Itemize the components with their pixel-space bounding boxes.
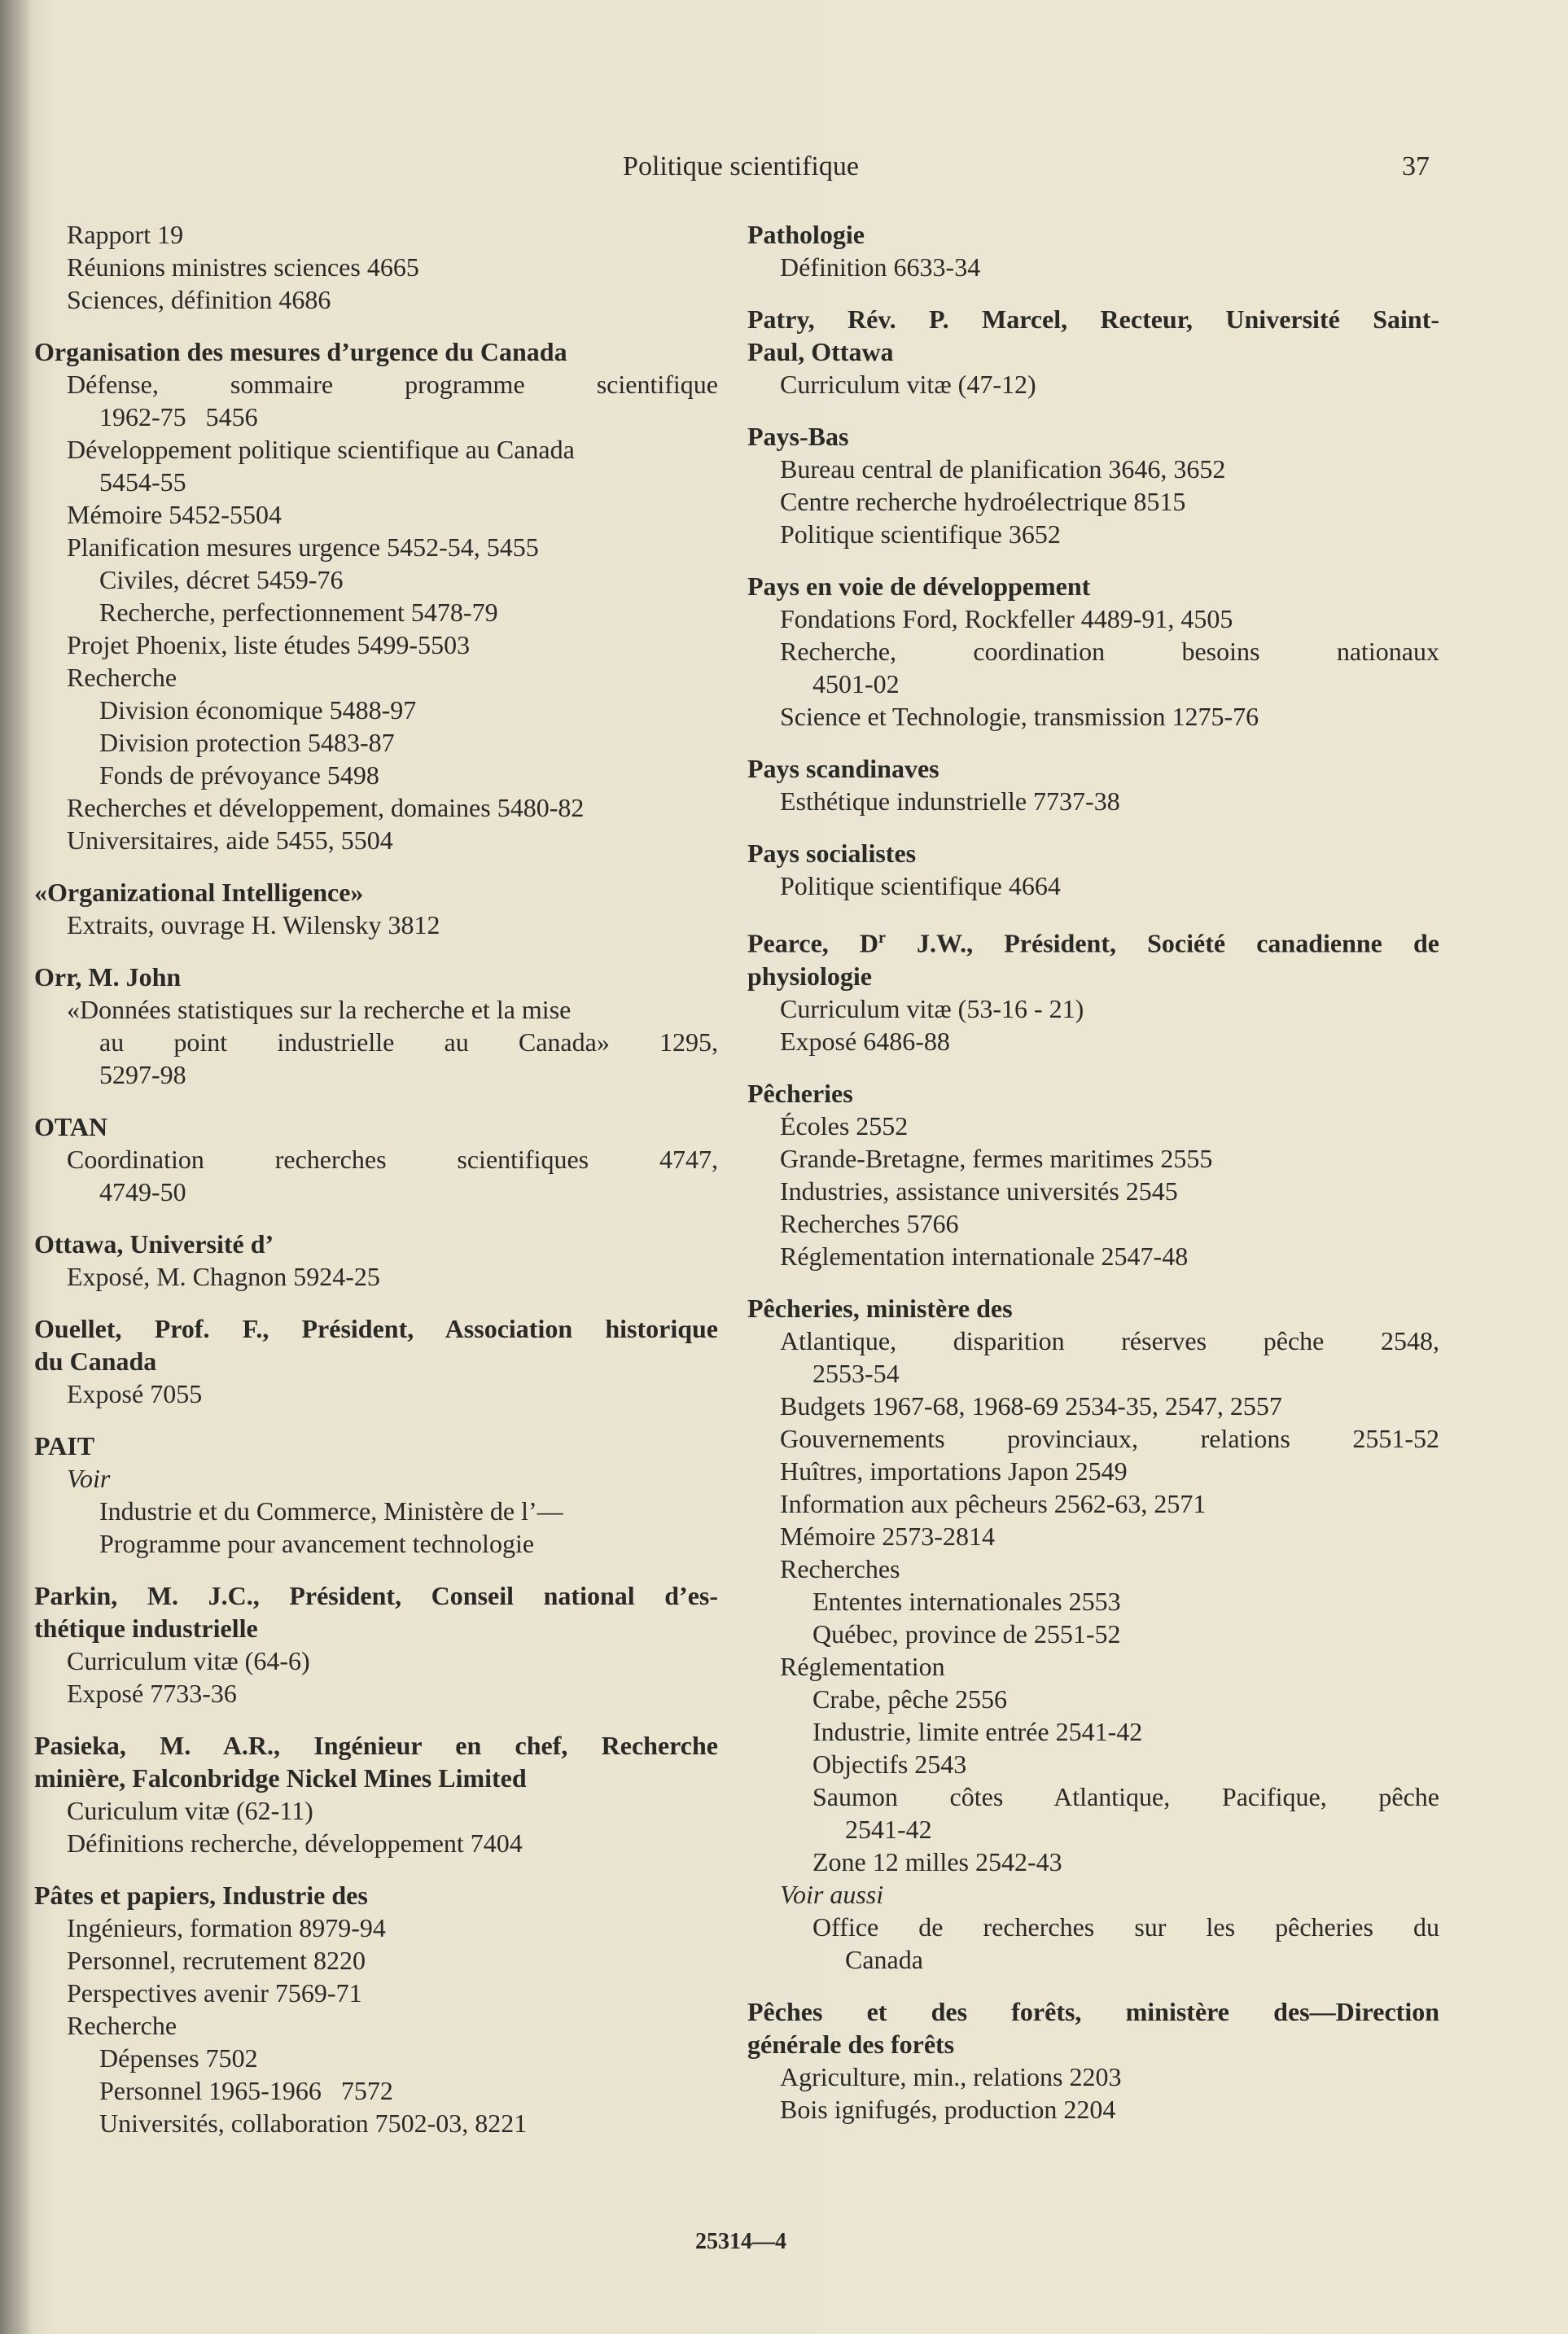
index-line: Recherches — [780, 1553, 900, 1583]
index-line: Gouvernements provinciaux, relations 2551-52 — [780, 1423, 1439, 1453]
entry-heading: Ouellet, Prof. F., Président, Association historique — [34, 1314, 718, 1343]
heading-part: J.W., Président, Société canadienne de — [885, 928, 1440, 958]
index-entry-pays-bas — [747, 420, 1439, 550]
index-line: 5454-55 — [99, 467, 186, 497]
index-line: Perspectives avenir 7569-71 — [67, 1978, 362, 2008]
index-line: Ententes internationales 2553 — [812, 1586, 1121, 1616]
index-entry-ottawa — [34, 1228, 718, 1293]
index-line: Recherches 5766 — [780, 1208, 959, 1238]
entry-heading: Pathologie — [747, 220, 865, 249]
index-line: Universitaires, aide 5455, 5504 — [67, 825, 393, 855]
entry-heading: «Organizational Intelligence» — [34, 878, 364, 907]
index-entry-pecheries — [747, 1077, 1439, 1272]
index-line: Information aux pêcheurs 2562-63, 2571 — [780, 1488, 1207, 1518]
index-line: Grande-Bretagne, fermes maritimes 2555 — [780, 1143, 1213, 1173]
entry-heading: du Canada — [34, 1347, 157, 1376]
page-number: 37 — [1402, 151, 1430, 182]
index-line: Mémoire 2573-2814 — [780, 1521, 995, 1551]
entry-heading: Parkin, M. J.C., Président, Conseil national d’es- — [34, 1581, 718, 1610]
entry-heading — [747, 922, 1439, 960]
index-line: Industrie et du Commerce, Ministère de l’— — [99, 1496, 563, 1526]
index-entry-pasieka — [34, 1729, 718, 1859]
index-line: Curriculum vitæ (47-12) — [780, 370, 1036, 399]
index-line: Recherche, coordination besoins nationaux — [780, 637, 1439, 666]
page-header — [0, 151, 1568, 184]
index-line: Division économique 5488-97 — [99, 695, 417, 725]
index-line: Défense, sommaire programme scientifique — [67, 370, 718, 399]
heading-superscript: r — [878, 929, 886, 947]
entry-heading: générale des forêts — [747, 2029, 955, 2059]
index-line: Science et Technologie, transmission 1275-76 — [780, 702, 1259, 731]
index-line: Réunions ministres sciences 4665 — [67, 252, 419, 282]
index-line: Exposé, M. Chagnon 5924-25 — [67, 1262, 380, 1291]
entry-heading: Pays socialistes — [747, 839, 917, 868]
index-entry-pearce — [747, 922, 1439, 1058]
index-entry-orr — [34, 961, 718, 1091]
index-line: Sciences, définition 4686 — [67, 285, 331, 314]
running-title: Politique scientifique — [623, 151, 859, 182]
index-line: Rapport 19 — [67, 220, 184, 249]
index-entry-pays-socialistes — [747, 837, 1439, 902]
index-line: Exposé 7733-36 — [67, 1679, 237, 1708]
index-line: «Données statistiques sur la recherche et la mise — [67, 995, 572, 1024]
index-line: Civiles, décret 5459-76 — [99, 565, 344, 594]
index-line: au point industrielle au Canada» 1295, — [99, 1027, 718, 1057]
index-line: Bois ignifugés, production 2204 — [780, 2094, 1116, 2124]
entry-heading: OTAN — [34, 1112, 108, 1141]
book-spine-shadow — [0, 0, 33, 2334]
index-line: Universités, collaboration 7502-03, 8221 — [99, 2108, 528, 2138]
entry-heading: Pêcheries, ministère des — [747, 1293, 1013, 1323]
index-line: Politique scientifique 4664 — [780, 871, 1061, 900]
index-line: Coordination recherches scientifiques 4747, — [67, 1145, 718, 1174]
index-line: Réglementation — [780, 1651, 945, 1681]
index-entry-continued — [34, 218, 718, 316]
entry-heading: Pêcheries — [747, 1078, 853, 1108]
index-line: Huîtres, importations Japon 2549 — [780, 1456, 1128, 1486]
index-line: Réglementation internationale 2547-48 — [780, 1241, 1189, 1271]
index-entry-otan — [34, 1110, 718, 1208]
index-line: 5297-98 — [99, 1060, 186, 1089]
index-column-right — [747, 218, 1439, 2145]
index-line: Crabe, pêche 2556 — [812, 1684, 1008, 1714]
entry-heading: thétique industrielle — [34, 1614, 258, 1643]
index-column-left — [34, 218, 718, 2159]
see-also-reference: Voir aussi — [780, 1879, 884, 1909]
index-line: 4749-50 — [99, 1177, 186, 1206]
index-entry-pait — [34, 1430, 718, 1560]
entry-heading: Patry, Rév. P. Marcel, Recteur, Université Saint- — [747, 304, 1439, 334]
index-line: Recherches et développement, domaines 5480-82 — [67, 793, 585, 822]
entry-heading: minière, Falconbridge Nickel Mines Limited — [34, 1763, 527, 1793]
index-line: Dépenses 7502 — [99, 2043, 258, 2073]
heading-part: Pearce, D — [747, 928, 879, 958]
entry-heading: Organisation des mesures d’urgence du Canada — [34, 337, 567, 366]
index-line: Ingénieurs, formation 8979-94 — [67, 1913, 386, 1942]
index-line: Curiculum vitæ (62-11) — [67, 1796, 313, 1825]
index-line: Mémoire 5452-5504 — [67, 500, 282, 529]
index-line: Planification mesures urgence 5452-54, 5455 — [67, 532, 539, 562]
index-line: Industries, assistance universités 2545 — [780, 1176, 1178, 1206]
index-entry-organizational — [34, 876, 718, 941]
index-entry-parkin — [34, 1579, 718, 1710]
entry-heading: Paul, Ottawa — [747, 337, 894, 366]
index-line: Budgets 1967-68, 1968-69 2534-35, 2547, 2557 — [780, 1390, 1282, 1421]
index-line: Office de recherches sur les pêcheries du — [812, 1911, 1439, 1942]
entry-heading: Pasieka, M. A.R., Ingénieur en chef, Recherche — [34, 1731, 718, 1760]
index-line: 1962-75 5456 — [99, 402, 258, 431]
index-entry-pays-voie-developpement — [747, 570, 1439, 733]
index-line: Fonds de prévoyance 5498 — [99, 760, 379, 790]
index-entry-patry — [747, 303, 1439, 401]
index-line: Exposé 7055 — [67, 1379, 203, 1408]
index-line: Atlantique, disparition réserves pêche 2548, — [780, 1325, 1439, 1355]
index-entry-pates — [34, 1879, 718, 2139]
index-line: Curriculum vitæ (64-6) — [67, 1646, 310, 1675]
index-line: Agriculture, min., relations 2203 — [780, 2061, 1122, 2091]
index-line: Fondations Ford, Rockfeller 4489-91, 4505 — [780, 604, 1233, 633]
index-line: Définitions recherche, développement 7404 — [67, 1828, 523, 1858]
entry-heading: Pays-Bas — [747, 422, 849, 451]
entry-heading: Pêches et des forêts, ministère des—Direction — [747, 1996, 1439, 2026]
entry-heading: Orr, M. John — [34, 962, 182, 992]
index-line: Canada — [845, 1944, 923, 1974]
index-line: Objectifs 2543 — [812, 1749, 967, 1779]
index-line: Exposé 6486-88 — [780, 1026, 950, 1056]
printer-signature: 25314—4 — [695, 2229, 786, 2254]
entry-heading: Pâtes et papiers, Industrie des — [34, 1881, 368, 1910]
index-line: Recherche, perfectionnement 5478-79 — [99, 598, 498, 627]
index-line: Zone 12 milles 2542-43 — [812, 1846, 1062, 1876]
entry-heading: physiologie — [747, 961, 872, 991]
index-line: Curriculum vitæ (53-16 - 21) — [780, 993, 1084, 1023]
index-line: Personnel, recrutement 8220 — [67, 1946, 366, 1975]
index-line: Projet Phoenix, liste études 5499-5503 — [67, 630, 471, 659]
index-line: Esthétique indunstrielle 7737-38 — [780, 786, 1120, 816]
entry-heading: Ottawa, Université d’ — [34, 1229, 274, 1259]
index-line: Recherche — [67, 2011, 177, 2040]
index-line: Bureau central de planification 3646, 3652 — [780, 454, 1226, 484]
index-line: 2541-42 — [845, 1814, 932, 1844]
index-line: 2553-54 — [812, 1358, 900, 1388]
index-line: Développement politique scientifique au Canada — [67, 435, 575, 464]
index-line: Saumon côtes Atlantique, Pacifique, pêche — [812, 1781, 1439, 1811]
index-line: Extraits, ouvrage H. Wilensky 3812 — [67, 910, 440, 939]
index-entry-pays-scandinaves — [747, 752, 1439, 817]
index-line: Écoles 2552 — [780, 1110, 909, 1141]
index-entry-ouellet — [34, 1312, 718, 1410]
entry-heading: PAIT — [34, 1431, 95, 1460]
index-line: Politique scientifique 3652 — [780, 519, 1061, 549]
see-reference: Voir — [67, 1464, 111, 1493]
entry-heading: Pays en voie de développement — [747, 571, 1091, 601]
index-entry-pecheries-ministere — [747, 1292, 1439, 1976]
index-line: Centre recherche hydroélectrique 8515 — [780, 487, 1186, 516]
index-entry-peches-forets — [747, 1995, 1439, 2126]
index-line: Division protection 5483-87 — [99, 728, 395, 757]
entry-heading: Pays scandinaves — [747, 754, 939, 783]
index-line: 4501-02 — [812, 669, 900, 698]
index-entry-pathologie — [747, 218, 1439, 283]
index-line: Programme pour avancement technologie — [99, 1529, 535, 1558]
index-line: Personnel 1965-1966 7572 — [99, 2076, 393, 2105]
index-line: Québec, province de 2551-52 — [812, 1618, 1121, 1649]
index-line: Industrie, limite entrée 2541-42 — [812, 1716, 1143, 1746]
index-entry-organisation — [34, 335, 718, 856]
index-line: Définition 6633-34 — [780, 252, 981, 282]
index-line: Recherche — [67, 663, 177, 692]
